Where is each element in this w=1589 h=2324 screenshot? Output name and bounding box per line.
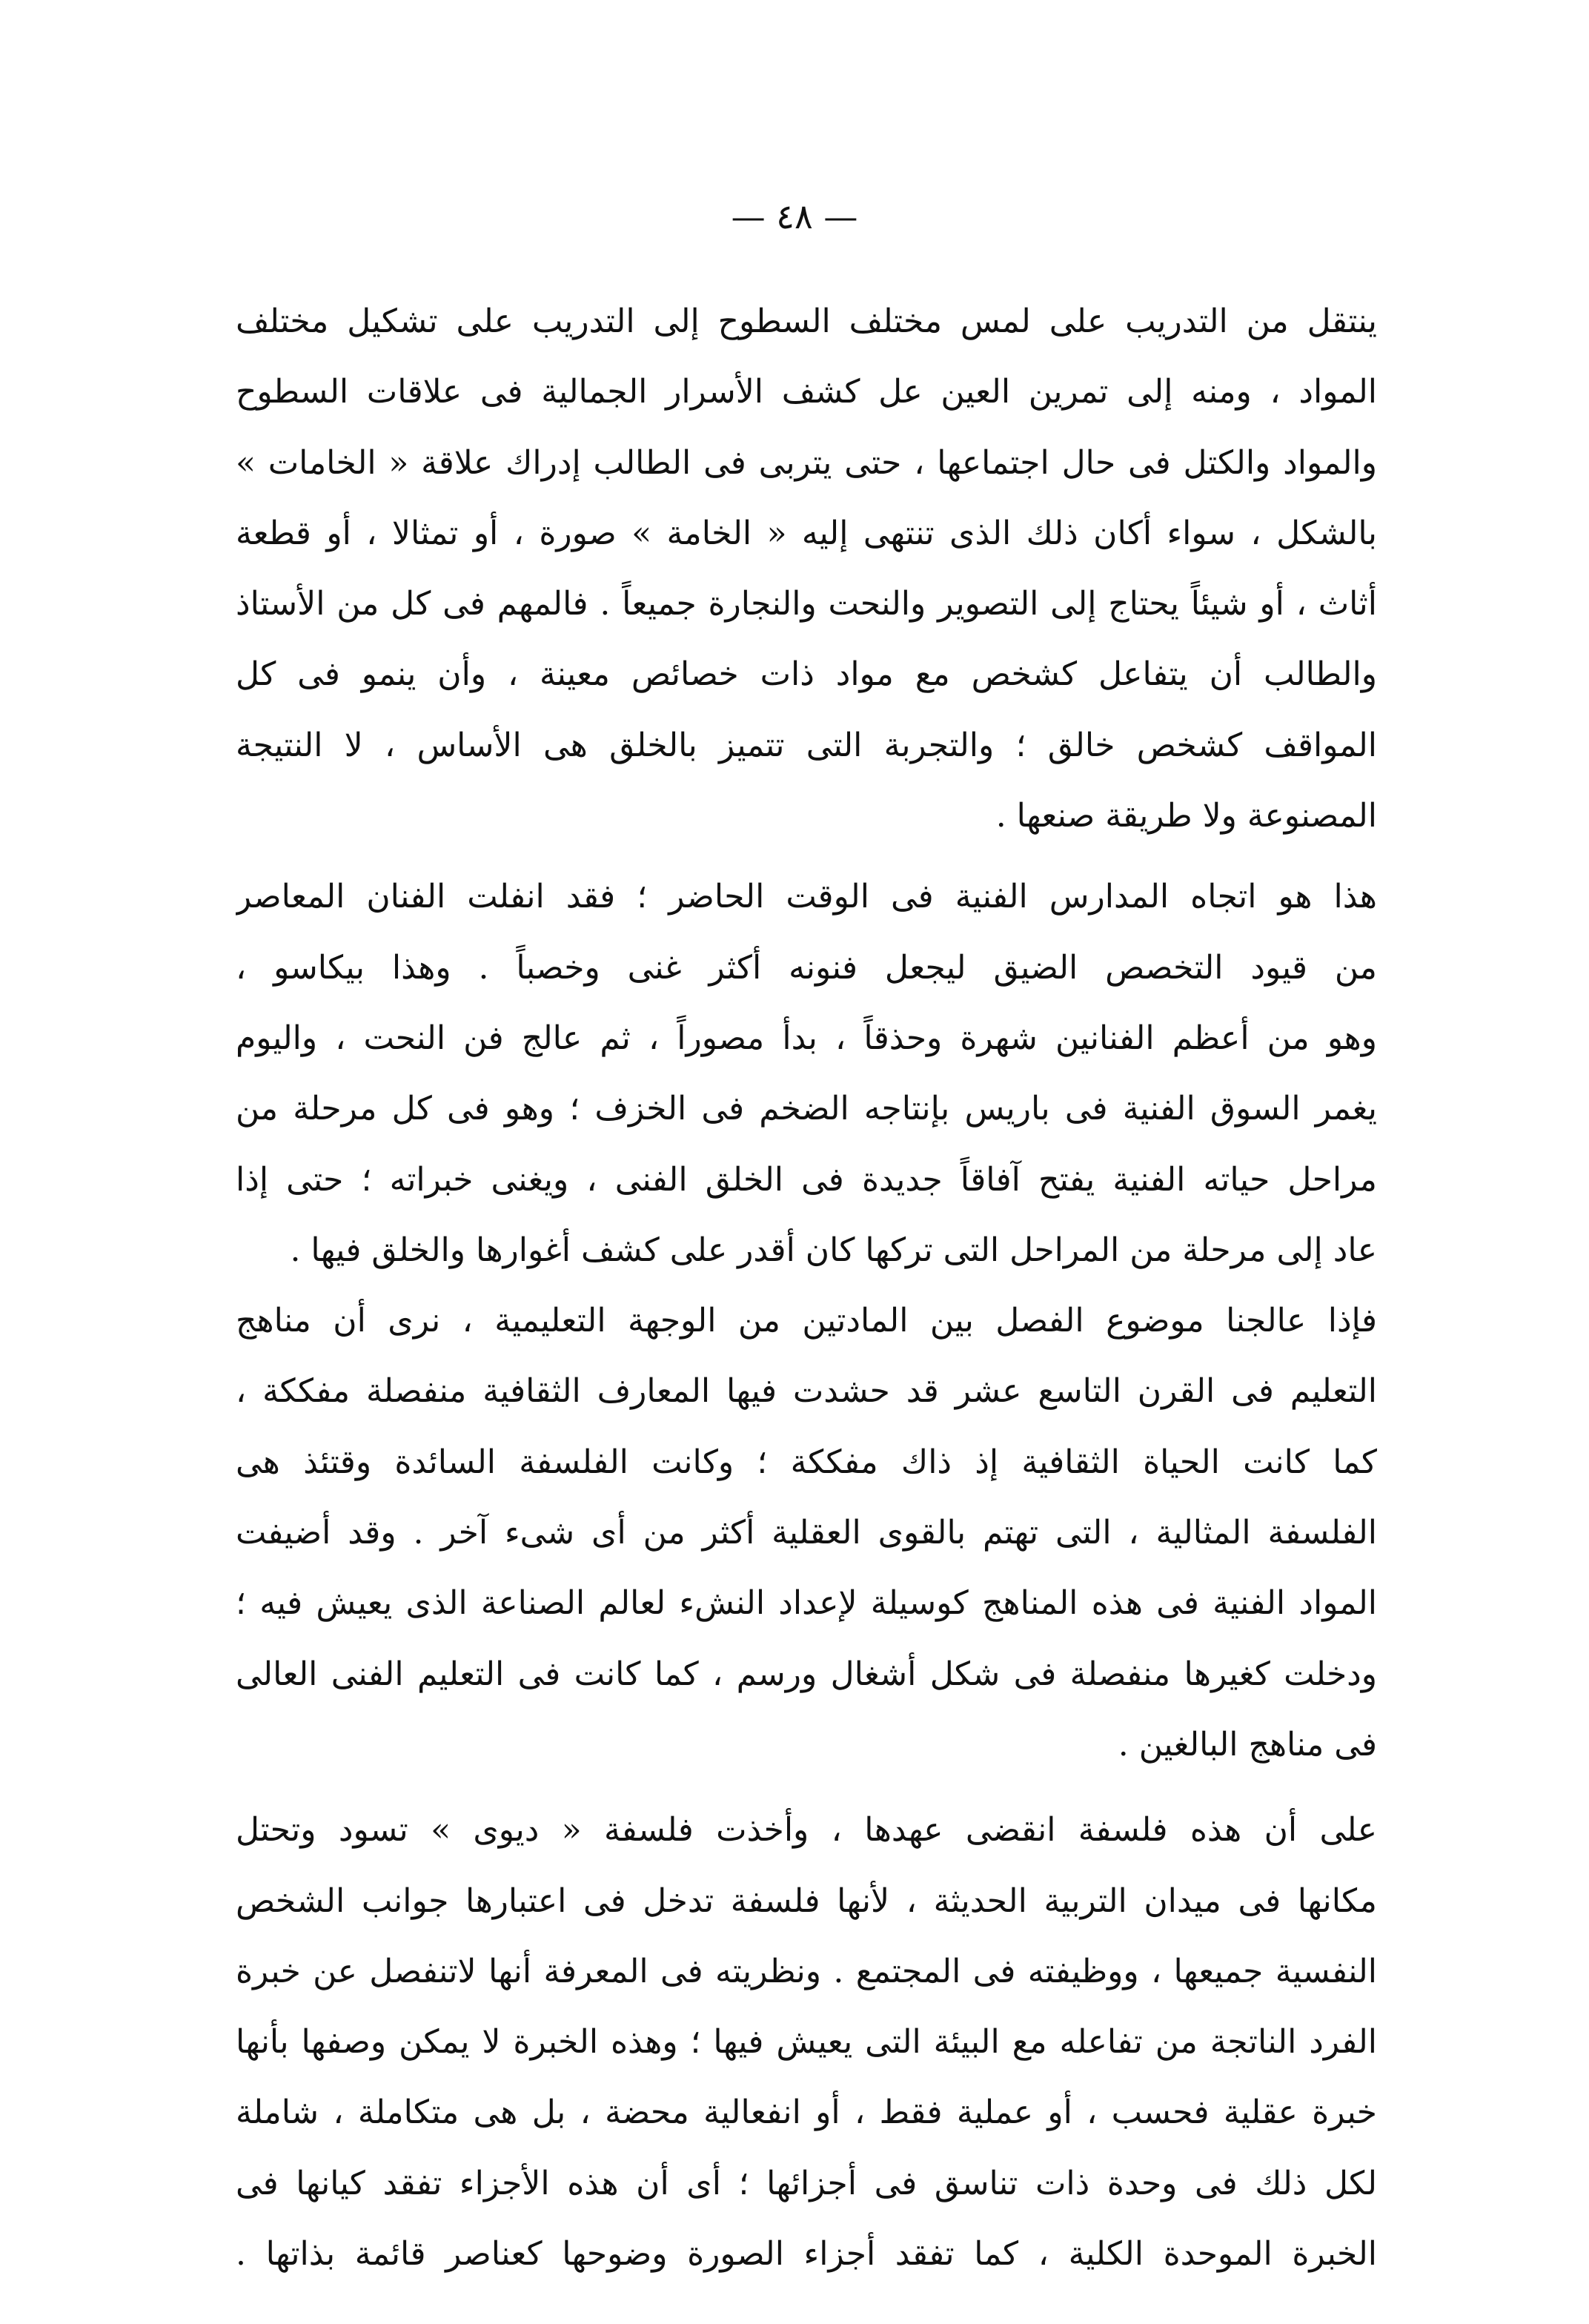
- paragraph-2: [236, 861, 1377, 1285]
- paragraph-4: [236, 1795, 1377, 2289]
- text-line: النفسية جميعها ، ووظيفته فى المجتمع . ونظريته فى المعرفة أنها لاتنفصل عن خبرة: [236, 1952, 1377, 1990]
- text-line: من قيود التخصص الضيق ليجعل فنونه أكثر غنى وخصباً . وهذا بيكاسو ،: [236, 948, 1377, 987]
- paragraph-1: [236, 286, 1377, 851]
- text-line: المواد الفنية فى هذه المناهج كوسيلة لإعداد النشء لعالم الصناعة الذى يعيش فيه ؛: [236, 1584, 1377, 1623]
- text-line: المواقف كشخص خالق ؛ والتجربة التى تتميز بالخلق هى الأساس ، لا النتيجة: [236, 726, 1377, 764]
- text-line: الفلسفة المثالية ، التى تهتم بالقوى العقلية أكثر من أى شىء آخر . وقد أضيفت: [236, 1514, 1377, 1552]
- text-line: لكل ذلك فى وحدة ذات تناسق فى أجزائها ؛ أى أن هذه الأجزاء تفقد كيانها فى: [236, 2164, 1377, 2202]
- page-number: — ٤٨ —: [731, 196, 858, 236]
- text-line: والمواد والكتل فى حال اجتماعها ، حتى يتربى فى الطالب إدراك علاقة « الخامات »: [236, 443, 1377, 482]
- text-line: عاد إلى مرحلة من المراحل التى تركها كان أقدر على كشف أغوارها والخلق فيها .: [290, 1231, 1377, 1269]
- text-line: الخبرة الموحدة الكلية ، كما تفقد أجزاء الصورة وضوحها كعناصر قائمة بذاتها .: [236, 2235, 1377, 2274]
- body-text: [236, 286, 1377, 2289]
- text-line: والطالب أن يتفاعل كشخص مع مواد ذات خصائص معينة ، وأن ينمو فى كل: [236, 655, 1377, 694]
- text-line: المصنوعة ولا طريقة صنعها .: [995, 797, 1377, 835]
- text-line: أثاث ، أو شيئاً يحتاج إلى التصوير والنحت والنجارة جميعاً . فالمهم فى كل من الأستاذ: [236, 585, 1377, 623]
- text-line: ينتقل من التدريب على لمس مختلف السطوح إلى التدريب على تشكيل مختلف: [236, 302, 1377, 340]
- text-line: مكانها فى ميدان التربية الحديثة ، لأنها فلسفة تدخل فى اعتبارها جوانب الشخص: [236, 1881, 1377, 1920]
- text-line: المواد ، ومنه إلى تمرين العين عل كشف الأسرار الجمالية فى علاقات السطوح: [236, 373, 1377, 411]
- text-line: يغمر السوق الفنية فى باريس بإنتاجه الضخم فى الخزف ؛ وهو فى كل مرحلة من: [236, 1090, 1377, 1128]
- text-line: خبرة عقلية فحسب ، أو عملية فقط ، أو انفعالية محضة ، بل هى متكاملة ، شاملة: [236, 2093, 1377, 2132]
- text-line: كما كانت الحياة الثقافية إذ ذاك مفككة ؛ وكانت الفلسفة السائدة وقتئذ هى: [236, 1443, 1377, 1481]
- text-line: فإذا عالجنا موضوع الفصل بين المادتين من الوجهة التعليمية ، نرى أن مناهج: [236, 1302, 1377, 1340]
- text-line: بالشكل ، سواء أكان ذلك الذى تنتهى إليه « الخامة » صورة ، أو تمثالا ، أو قطعة: [236, 514, 1377, 552]
- text-line: الفرد الناتجة من تفاعله مع البيئة التى يعيش فيها ؛ وهذه الخبرة لا يمكن وصفها بأنها: [236, 2023, 1377, 2062]
- text-line: هذا هو اتجاه المدارس الفنية فى الوقت الحاضر ؛ فقد انفلت الفنان المعاصر: [236, 878, 1377, 916]
- text-line: فى مناهج البالغين .: [1118, 1725, 1377, 1764]
- text-line: وهو من أعظم الفنانين شهرة وحذقاً ، بدأ مصوراً ، ثم عالج فن النحت ، واليوم: [236, 1019, 1377, 1057]
- paragraph-3: [236, 1285, 1377, 1780]
- text-line: على أن هذه فلسفة انقضى عهدها ، وأخذت فلسفة « ديوى » تسود وتحتل: [236, 1811, 1377, 1850]
- text-line: مراحل حياته الفنية يفتح آفاقاً جديدة فى الخلق الفنى ، ويغنى خبراته ؛ حتى إذا: [236, 1160, 1377, 1199]
- text-line: التعليم فى القرن التاسع عشر قد حشدت فيها المعارف الثقافية منفصلة مفككة ،: [236, 1372, 1377, 1411]
- text-line: ودخلت كغيرها منفصلة فى شكل أشغال ورسم ، كما كانت فى التعليم الفنى العالى: [236, 1655, 1377, 1693]
